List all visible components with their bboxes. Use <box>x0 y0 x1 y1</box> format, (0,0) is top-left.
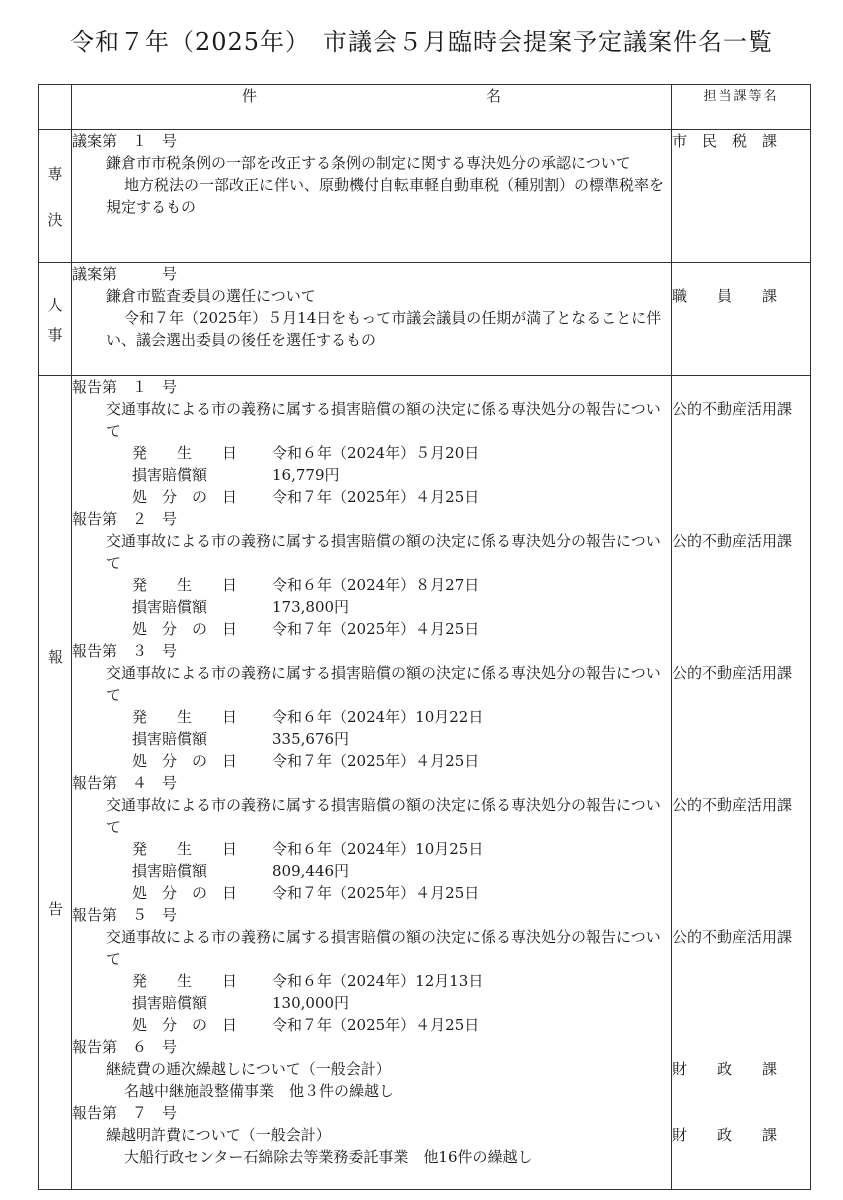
page-title: 令和７年（2025年） 市議会５月臨時会提案予定議案件名一覧 <box>69 28 774 56</box>
damage-amount-row <box>72 860 671 882</box>
report-title: 交通事故による市の義務に属する損害賠償の額の決定に係る専決処分の報告について <box>106 796 661 836</box>
item-cell <box>72 263 672 376</box>
item-cell <box>72 130 672 263</box>
report-title: 交通事故による市の義務に属する損害賠償の額の決定に係る専決処分の報告について <box>106 400 661 440</box>
damage-amount-row <box>72 596 671 618</box>
occurrence-date-value: 令和６年（2024年）５月20日 <box>272 444 480 462</box>
section-jinji <box>39 263 811 376</box>
dept-name: 財 政 課 <box>672 1060 778 1078</box>
disposal-date-label: 処 分 の 日 <box>132 620 238 638</box>
disposal-date-value: 令和７年（2025年）４月25日 <box>272 1016 480 1034</box>
occurrence-date-row <box>72 706 671 728</box>
category-char: 決 <box>47 210 63 229</box>
header-name-char: 名 <box>485 87 501 105</box>
occurrence-date-label: 発 生 日 <box>132 576 238 594</box>
report-title: 繰越明許費について（一般会計） <box>106 1126 331 1144</box>
dept-name: 公的不動産活用課 <box>672 400 793 418</box>
occurrence-date-value: 令和６年（2024年）10月25日 <box>272 840 484 858</box>
report-item <box>72 772 671 904</box>
occurrence-date-row <box>72 574 671 596</box>
damage-amount-label: 損害賠償額 <box>132 730 208 748</box>
disposal-date-row <box>72 1014 671 1036</box>
disposal-date-label: 処 分 の 日 <box>132 1016 238 1034</box>
dept-name: 職 員 課 <box>672 287 778 305</box>
damage-amount-row <box>72 992 671 1014</box>
damage-amount-value: 809,446円 <box>272 862 350 880</box>
item-number: 議案第 １ 号 <box>72 132 178 150</box>
category-cell <box>39 263 72 376</box>
report-number: 報告第 ５ 号 <box>72 906 178 924</box>
report-title: 交通事故による市の義務に属する損害賠償の額の決定に係る専決処分の報告について <box>106 664 661 704</box>
report-title: 交通事故による市の義務に属する損害賠償の額の決定に係る専決処分の報告について <box>106 532 661 572</box>
item-title: 鎌倉市監査委員の選任について <box>106 287 316 305</box>
report-number: 報告第 ６ 号 <box>72 1038 178 1056</box>
dept-name: 市 民 税 課 <box>672 132 778 150</box>
report-description: 大船行政センター石綿除去等業務委託事業 他16件の繰越し <box>124 1148 533 1166</box>
dept-name: 公的不動産活用課 <box>672 928 793 946</box>
occurrence-date-value: 令和６年（2024年）８月27日 <box>272 576 480 594</box>
damage-amount-value: 335,676円 <box>272 730 350 748</box>
agenda-table <box>38 84 811 1190</box>
section-houkoku <box>39 376 811 1190</box>
category-char: 告 <box>47 900 63 918</box>
dept-cell <box>672 130 811 263</box>
dept-name: 公的不動産活用課 <box>672 532 793 550</box>
dept-cell <box>672 263 811 376</box>
header-name-char: 件 <box>242 87 258 105</box>
report-number: 報告第 １ 号 <box>72 378 178 396</box>
report-number: 報告第 ２ 号 <box>72 510 178 528</box>
occurrence-date-label: 発 生 日 <box>132 708 238 726</box>
report-item <box>72 376 671 508</box>
damage-amount-label: 損害賠償額 <box>132 862 208 880</box>
item-description: 令和７年（2025年）５月14日をもって市議会議員の任期が満了となることに伴い、議会選出委員の後任を選任するもの <box>106 309 662 349</box>
disposal-date-value: 令和７年（2025年）４月25日 <box>272 488 480 506</box>
damage-amount-label: 損害賠償額 <box>132 598 208 616</box>
report-item <box>72 1102 671 1168</box>
disposal-date-row <box>72 618 671 640</box>
report-title: 継続費の逓次繰越しについて（一般会計） <box>106 1060 391 1078</box>
report-number: 報告第 ７ 号 <box>72 1104 178 1122</box>
report-item <box>72 640 671 772</box>
occurrence-date-label: 発 生 日 <box>132 840 238 858</box>
damage-amount-row <box>72 728 671 750</box>
section-senketsu <box>39 130 811 263</box>
disposal-date-value: 令和７年（2025年）４月25日 <box>272 620 480 638</box>
disposal-date-label: 処 分 の 日 <box>132 752 238 770</box>
item-cell <box>72 376 672 1190</box>
disposal-date-label: 処 分 の 日 <box>132 488 238 506</box>
category-char: 事 <box>47 325 63 344</box>
damage-amount-value: 16,779円 <box>272 466 340 484</box>
damage-amount-value: 130,000円 <box>272 994 350 1012</box>
disposal-date-value: 令和７年（2025年）４月25日 <box>272 752 480 770</box>
category-char: 専 <box>47 164 63 183</box>
item-description: 地方税法の一部改正に伴い、原動機付自転車軽自動車税（種別割）の標準税率を規定するもの <box>106 176 665 216</box>
damage-amount-label: 損害賠償額 <box>132 466 208 484</box>
damage-amount-label: 損害賠償額 <box>132 994 208 1012</box>
dept-name: 公的不動産活用課 <box>672 664 793 682</box>
dept-cell <box>672 376 811 1190</box>
report-item <box>72 904 671 1036</box>
occurrence-date-value: 令和６年（2024年）12月13日 <box>272 972 484 990</box>
occurrence-date-label: 発 生 日 <box>132 972 238 990</box>
item-number: 議案第 号 <box>72 265 178 283</box>
category-char: 人 <box>47 295 63 314</box>
report-item <box>72 1036 671 1102</box>
occurrence-date-label: 発 生 日 <box>132 444 238 462</box>
report-item <box>72 508 671 640</box>
occurrence-date-value: 令和６年（2024年）10月22日 <box>272 708 484 726</box>
report-title: 交通事故による市の義務に属する損害賠償の額の決定に係る専決処分の報告について <box>106 928 661 968</box>
header-name-cell <box>72 85 672 130</box>
header-dept-cell: 担当課等名 <box>672 85 811 130</box>
disposal-date-value: 令和７年（2025年）４月25日 <box>272 884 480 902</box>
category-cell <box>39 130 72 263</box>
disposal-date-row <box>72 882 671 904</box>
damage-amount-value: 173,800円 <box>272 598 350 616</box>
occurrence-date-row <box>72 970 671 992</box>
report-description: 名越中継施設整備事業 他３件の繰越し <box>124 1082 395 1100</box>
occurrence-date-row <box>72 838 671 860</box>
dept-name: 公的不動産活用課 <box>672 796 793 814</box>
disposal-date-row <box>72 750 671 772</box>
table-header-row <box>39 85 811 130</box>
disposal-date-label: 処 分 の 日 <box>132 884 238 902</box>
item-title: 鎌倉市市税条例の一部を改正する条例の制定に関する専決処分の承認について <box>106 154 631 172</box>
disposal-date-row <box>72 486 671 508</box>
report-number: 報告第 ３ 号 <box>72 642 178 660</box>
header-category-cell <box>39 85 72 130</box>
category-char: 報 <box>47 648 63 666</box>
category-cell <box>39 376 72 1190</box>
occurrence-date-row <box>72 442 671 464</box>
damage-amount-row <box>72 464 671 486</box>
report-number: 報告第 ４ 号 <box>72 774 178 792</box>
dept-name: 財 政 課 <box>672 1126 778 1144</box>
